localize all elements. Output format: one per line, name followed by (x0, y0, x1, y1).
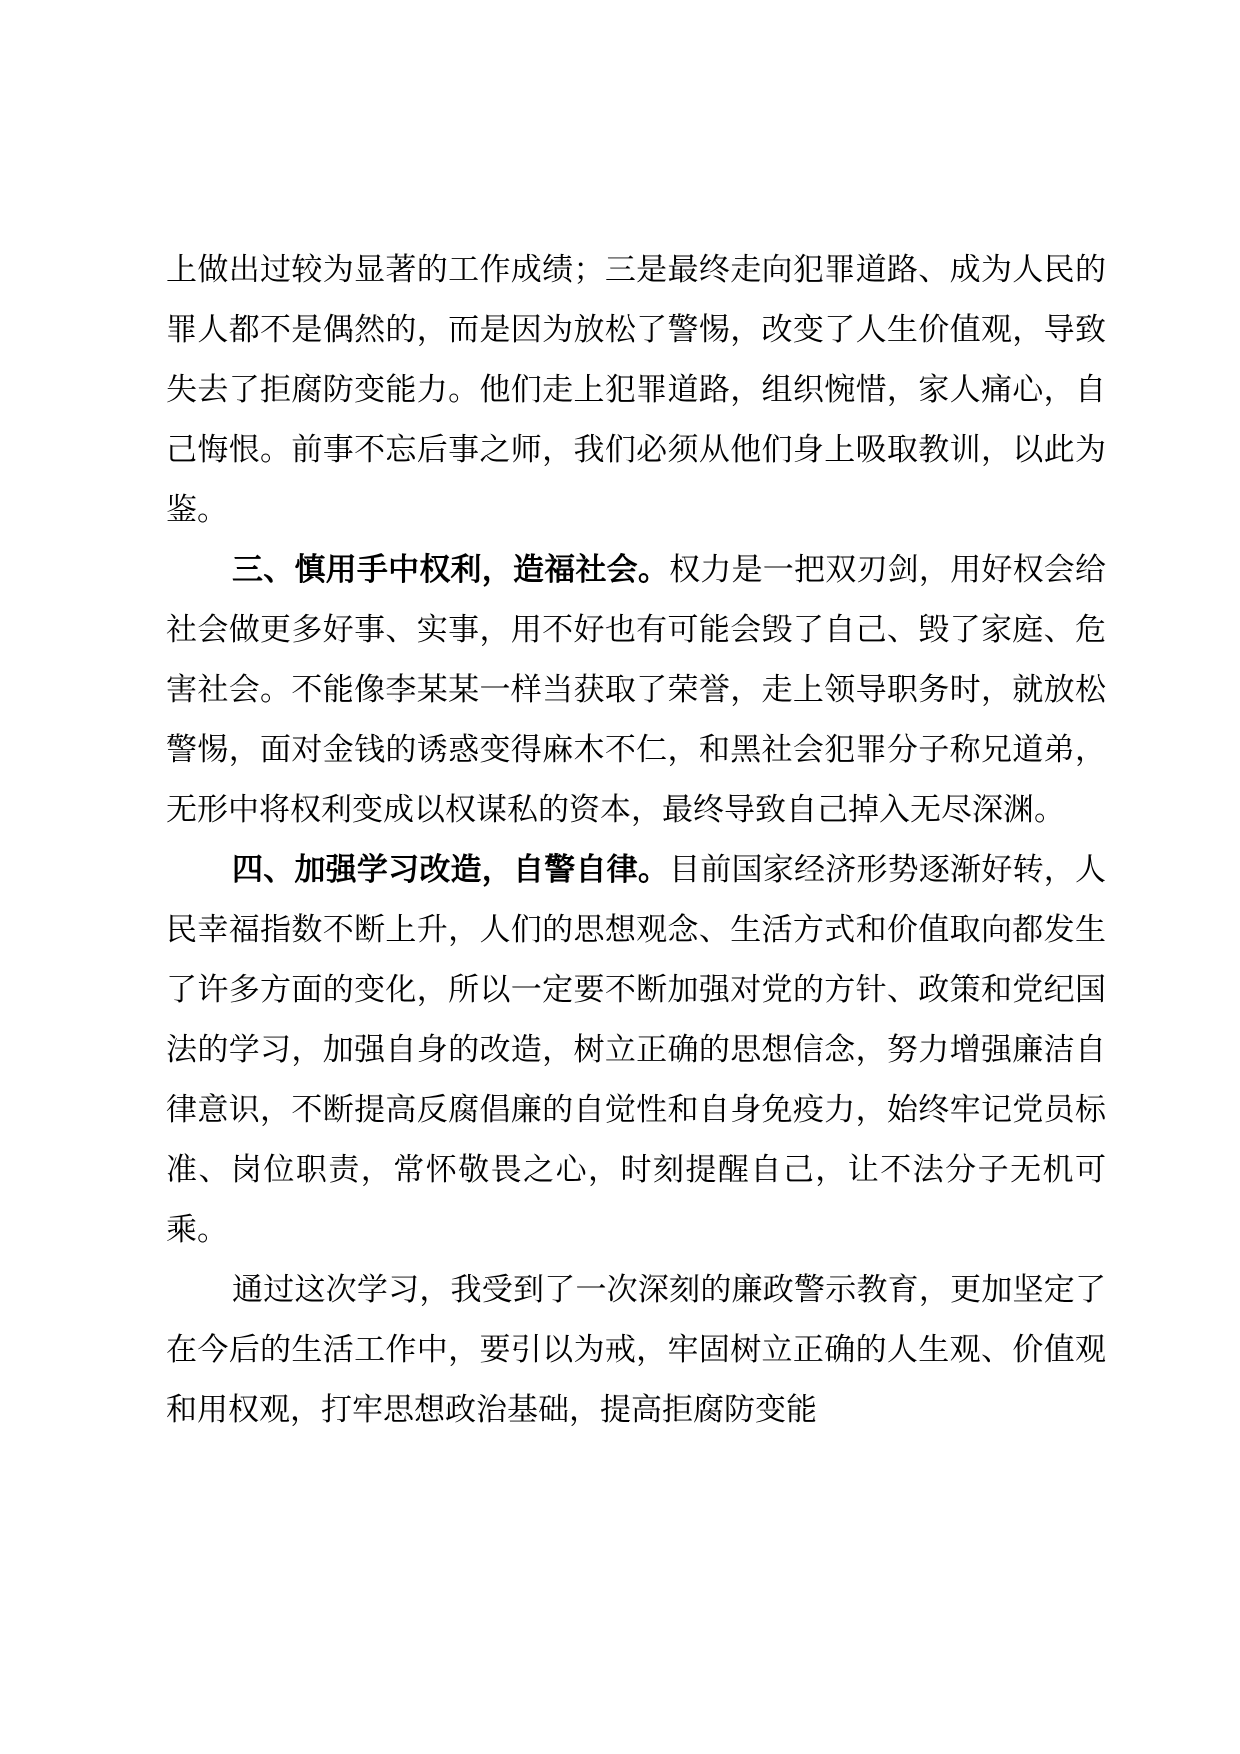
paragraph-section-three (166, 540, 1106, 840)
paragraph-text: 目前国家经济形势逐渐好转，人民幸福指数不断上升，人们的思想观念、生活方式和价值取向都发生了许多方面的变化，所以一定要不断加强对党的方针、政策和党纪国法的学习，加强自身的改造，树立正确的思想信念，努力增强廉洁自律意识，不断提高反腐倡廉的自觉性和自身免疫力，始终牢记党员标准、岗位职责，常怀敬畏之心，时刻提醒自己，让不法分子无机可乘。 (166, 852, 1107, 1248)
paragraph-section-four (166, 840, 1106, 1260)
paragraph-text: 上做出过较为显著的工作成绩；三是最终走向犯罪道路、成为人民的罪人都不是偶然的，而是因为放松了警惕，改变了人生价值观，导致失去了拒腐防变能力。他们走上犯罪道路，组织惋惜，家人痛心，自己悔恨。前事不忘后事之师，我们必须从他们身上吸取教训，以此为鉴。 (166, 252, 1106, 528)
document-body (166, 240, 1106, 1440)
section-heading: 四、加强学习改造，自警自律。 (232, 852, 670, 888)
paragraph-conclusion (166, 1260, 1106, 1440)
paragraph-text: 权力是一把双刃剑，用好权会给社会做更多好事、实事，用不好也有可能会毁了自己、毁了家庭、危害社会。不能像李某某一样当获取了荣誉，走上领导职务时，就放松警惕，面对金钱的诱惑变得麻木不仁，和黑社会犯罪分子称兄道弟，无形中将权利变成以权谋私的资本，最终导致自己掉入无尽深渊。 (166, 552, 1107, 828)
paragraph-continuation (166, 240, 1106, 540)
section-heading: 三、慎用手中权利，造福社会。 (232, 552, 670, 588)
paragraph-text: 通过这次学习，我受到了一次深刻的廉政警示教育，更加坚定了在今后的生活工作中，要引以为戒，牢固树立正确的人生观、价值观和用权观，打牢思想政治基础，提高拒腐防变能 (166, 1272, 1106, 1428)
